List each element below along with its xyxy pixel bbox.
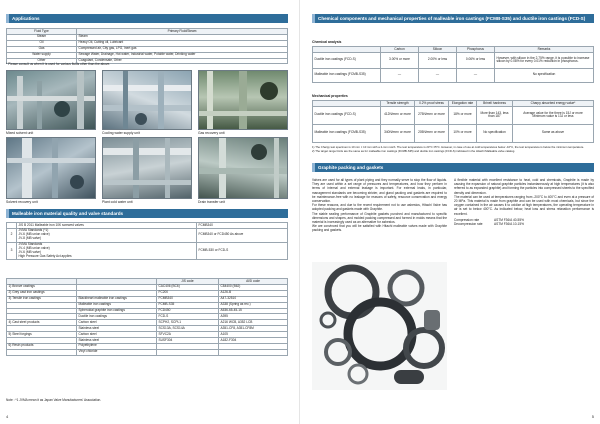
mech-cell: Ductile iron castings (FCD-S) [313, 106, 381, 124]
app-cell: Sewage Water, Drainage, Hot water, Industrial water, Potable water, Drinking water [77, 52, 288, 58]
mechanical-table [312, 100, 594, 143]
applications-title-bar [6, 14, 288, 23]
property-list [454, 218, 594, 226]
chem-cell: However, with silicon in the 2.75% range, it is possible to increase silicon by 0.08% for every 0.01% reduction in phosphorus. [495, 52, 594, 68]
mat-cell: 2) Grey cast iron castings [7, 290, 77, 296]
mech-cell: No specification [477, 124, 513, 142]
mechanical-notes [312, 146, 594, 155]
mat-cell: SCS13A, SCS14A [157, 326, 219, 332]
mat-cell: SFVC2A [157, 332, 219, 338]
mat-cell: C84400 (B62) [219, 284, 288, 290]
mech-cell: 340N/mm² or more [381, 124, 415, 142]
property-label: Decompression rate [454, 222, 483, 227]
app-cell: Steam [77, 34, 288, 40]
standards-title-bar [6, 209, 288, 218]
mech-cell: Same as above [513, 124, 594, 142]
mat-cell: A536-65-45-15 [219, 308, 288, 314]
graphite-column-2 [454, 178, 594, 226]
chem-cell: — [457, 68, 495, 82]
mechanical-properties-subtitle: Mechanical properties [312, 94, 348, 98]
chemical-title-bar [312, 14, 594, 23]
mat-cell: Malleable iron castings [77, 302, 157, 308]
app-header-fluid: Fluid Type [7, 29, 77, 35]
mat-cell: 5) Steel forgings [7, 332, 77, 338]
mat-cell: FCMB-S35 [157, 302, 219, 308]
std-cell: JVMA Standards JV-4 (MB union valve) JV-6 (MB valve) High Pressure Gas Safety Act applies [17, 242, 197, 260]
mech-cell: 275N/mm² or more [415, 106, 449, 124]
mat-cell: 6) Resin products [7, 343, 77, 349]
app-cell: Coagulant, Condensate, Other [77, 58, 288, 64]
mat-header: JIS code [157, 279, 219, 285]
photo-mixed-solvent-unit [6, 70, 96, 130]
photo-caption: Mixed solvent unit [6, 131, 34, 135]
mech-header: Elongation rate [449, 101, 477, 107]
mat-cell: Carbon steel [77, 332, 157, 338]
chem-header: Carbon [381, 47, 419, 53]
mech-cell: Average value for the three is 15J or more Minimum value is 13J or less [513, 106, 594, 124]
chem-header: Remarks [495, 47, 594, 53]
applications-table [6, 28, 288, 64]
pipes-illustration [199, 71, 288, 130]
chem-cell: 0.06% or less [457, 52, 495, 68]
materials-table [6, 278, 288, 356]
materials-table-body [7, 284, 288, 355]
mat-cell: FCD450 [157, 308, 219, 314]
mat-cell: A182-F304 [219, 338, 288, 344]
mat-cell: 4) Cast steel products [7, 320, 77, 326]
photo-caption: Plant cold water unit [102, 200, 133, 204]
standards-table [6, 222, 288, 260]
chem-cell: 3.00% or more [381, 52, 419, 68]
mech-note: 1) The Charpy test specimen is 10 mm × 10 mm with a 2-mm notch. The test temperature is 23°C ±5°C. However, in case of use at cold temperatures below -10°C, the test temperature is below the minimum temperature. [312, 145, 585, 149]
app-cell: Other [7, 58, 77, 64]
property-label: Compression rate [454, 217, 480, 222]
mat-cell: A338 (Spring as rec.) [219, 302, 288, 308]
chem-cell: — [381, 68, 419, 82]
graphite-title: Graphite packing and gaskets [318, 165, 384, 170]
std-cell: 3 [7, 242, 17, 260]
chem-cell: Ductile iron castings (FCD-S) [313, 52, 381, 68]
chemical-analysis-subtitle: Chemical analysis [312, 40, 342, 44]
mat-cell: SUSF304 [157, 338, 219, 344]
photo-caption: Drain transfer unit [198, 200, 225, 204]
graphite-paragraph: The material can be used at temperatures ranging from -200°C to 400°C and even at a pressure of 20 MPa. This material is made from graphite and can be used with most chemicals, but since the oxygen contained in the air causes it to oxidize at high temperatures, the operating temperature in air is set to below 400°C. As indicated below, heat loss and stress relaxation performance is excellent. [454, 194, 594, 216]
mat-cell: A216 WCB, A352 LCB [219, 320, 288, 326]
photo-caption: Gas recovery unit [198, 131, 225, 135]
mat-cell [219, 349, 288, 355]
mat-cell [157, 349, 219, 355]
photo-caption: Cooling water supply unit [102, 131, 140, 135]
graphite-paragraph: Valves are used for all types of plant piping and they normally serve to stop the flow of liquids. They are used within a set range of pressures and temperatures, and how they perform in terms of internal and external leakage is important. For external leaks, in particular, management standards are becoming stricter, and gland packing and gaskets are required to be maintenance-free with no leakage for reasons of safety, resource conservation and energy conservation. [312, 178, 447, 204]
mat-cell: Blackheart malleable iron castings [77, 296, 157, 302]
property-value: ASTM F36/A 40-55% [494, 217, 524, 222]
property-value: ASTM F36/A 10-15% [494, 222, 524, 227]
page-number-right: 5 [591, 414, 594, 419]
std-cell: JIS B 2011 Malleable iron 10K screwed valves [17, 223, 197, 229]
applications-note: * Please consult us when it is used for various fluids other than the above. [6, 62, 111, 66]
chemical-table [312, 46, 594, 83]
mat-cell: CAC406 (BC6) [157, 284, 219, 290]
mat-cell: FCMB340 [157, 296, 219, 302]
gaskets-illustration [312, 262, 447, 390]
mech-header: 0.2% proof stress [415, 101, 449, 107]
app-cell: Compressed air, City gas, LPG, Inert gas [77, 46, 288, 52]
mech-cell: 412N/mm² or more [381, 106, 415, 124]
std-cell: FCMB-530 or FCD-S [197, 242, 288, 260]
pipes-illustration [103, 71, 192, 130]
chem-cell: — [419, 68, 457, 82]
mech-cell: Malleable iron castings (FCMB-S35) [313, 124, 381, 142]
graphite-column-1 [312, 178, 447, 233]
chem-cell: 2.00% or less [419, 52, 457, 68]
mech-cell: 205N/mm² or more [415, 124, 449, 142]
graphite-title-bar [312, 163, 594, 172]
right-page [300, 0, 600, 424]
graphite-paragraph: A flexible material with excellent resistance to heat, cold and chemicals, Graphite is made by causing the expansion of natural graphite particles instantaneously at high temperatures (it is also referred to as expanded graphite) and forming the particles into compressed sheets to the specified density and dimension. [454, 178, 594, 195]
photo-graphite-gaskets [312, 262, 447, 390]
mat-cell: A105 [219, 332, 288, 338]
chem-cell: Malleable iron castings (FCMB-S35) [313, 68, 381, 82]
pipes-illustration [199, 138, 288, 199]
mat-cell: FCD-S [157, 314, 219, 320]
app-cell: Gas [7, 46, 77, 52]
graphite-paragraph: We are convinced that you will be satisfied with Hitachi malleable valves made with Graphite packing and gaskets. [312, 224, 447, 233]
property-row [454, 222, 594, 226]
mech-cell: 10% or more [449, 124, 477, 142]
mat-cell: Stainless steel [77, 326, 157, 332]
photo-drain-transfer-unit [198, 137, 288, 199]
std-cell: FCMB340 [197, 223, 288, 229]
mat-cell: A126-B [219, 290, 288, 296]
mat-cell: A47-32510 [219, 296, 288, 302]
mat-header: AISI code [219, 279, 288, 285]
mat-cell: Ductile iron castings [77, 314, 157, 320]
mech-cell: 18% or more [449, 106, 477, 124]
pipes-illustration [7, 71, 96, 130]
photo-caption: Solvent recovery unit [6, 200, 38, 204]
mat-cell: FC200 [157, 290, 219, 296]
table-row [7, 349, 288, 355]
mat-cell: A351-CF8, A351-CF8M [219, 326, 288, 332]
mat-cell: 1) Bronze castings [7, 284, 77, 290]
mat-cell: Polyethylene [77, 343, 157, 349]
standards-title: Malleable iron material quality and valve standards [12, 211, 124, 216]
pipes-illustration [103, 138, 192, 199]
mat-cell: A395 [219, 314, 288, 320]
mat-cell: 3) Tensile iron castings [7, 296, 77, 302]
mech-header: Tensile strength [381, 101, 415, 107]
mech-cell: More than 143, less than 187 [477, 106, 513, 124]
app-cell: Oil [7, 40, 77, 46]
photo-cooling-water-supply-unit [102, 70, 192, 130]
mat-cell: SCPH2, SCPL1 [157, 320, 219, 326]
app-cell: Heavy Oil, Cutting oil, Lubricant [77, 40, 288, 46]
mat-cell: Stainless steel [77, 338, 157, 344]
pipes-illustration [7, 138, 96, 199]
graphite-paragraph: The stable sealing performance of Graphite gaskets punched and manufactured to specific dimensions and shapes, and molded packing compressed and formed in molds means that the material is increasingly used as an alternative for asbestos. [312, 211, 447, 225]
chem-header: Phosphorus [457, 47, 495, 53]
std-cell: 2 [7, 228, 17, 242]
app-header-primary: Primary Fluid/Steam [77, 29, 288, 35]
graphite-paragraph: For these reasons, and due to the recent requirement not to use asbestos, Hitachi Valve has adopted packing and gaskets made with Graphite. [312, 203, 447, 212]
mat-cell: Spheroidal graphite iron castings [77, 308, 157, 314]
mat-cell [7, 349, 77, 355]
photo-solvent-recovery-unit [6, 137, 96, 199]
app-cell: Water supply [7, 52, 77, 58]
mat-cell: Vinyl chloride [77, 349, 157, 355]
chemical-title: Chemical components and mechanical properties of malleable iron castings (FCMB-S35) and ductile iron castings (FCD-S) [318, 16, 586, 21]
std-cell: FCMB340 or FCD450 As above [197, 228, 288, 242]
chem-header: Silicon [419, 47, 457, 53]
materials-note: Note : *1 JVMA mean it as Japan Valve Manufacturers' Association. [6, 398, 102, 402]
std-cell: JVMA Standards (*1) JV-6 (MB union valve) JV-8 (MB valve) [17, 228, 197, 242]
applications-title: Applications [12, 16, 40, 21]
chem-cell: No specification [495, 68, 594, 82]
mech-header: Brinell hardness [477, 101, 513, 107]
mat-cell: Carbon steel [77, 320, 157, 326]
photo-gas-recovery-unit [198, 70, 288, 130]
mech-note: 2) The target range limits are the same as for malleable iron castings (FCMB-S35) and ductile iron castings (FCD-S) indicated in the Hitachi Malleable valve catalog. [312, 149, 516, 154]
page-number-left: 4 [6, 414, 9, 419]
app-cell: Steam [7, 34, 77, 40]
mech-header: Charpy absorbed energy value* [513, 101, 594, 107]
photo-plant-cold-water-unit [102, 137, 192, 199]
